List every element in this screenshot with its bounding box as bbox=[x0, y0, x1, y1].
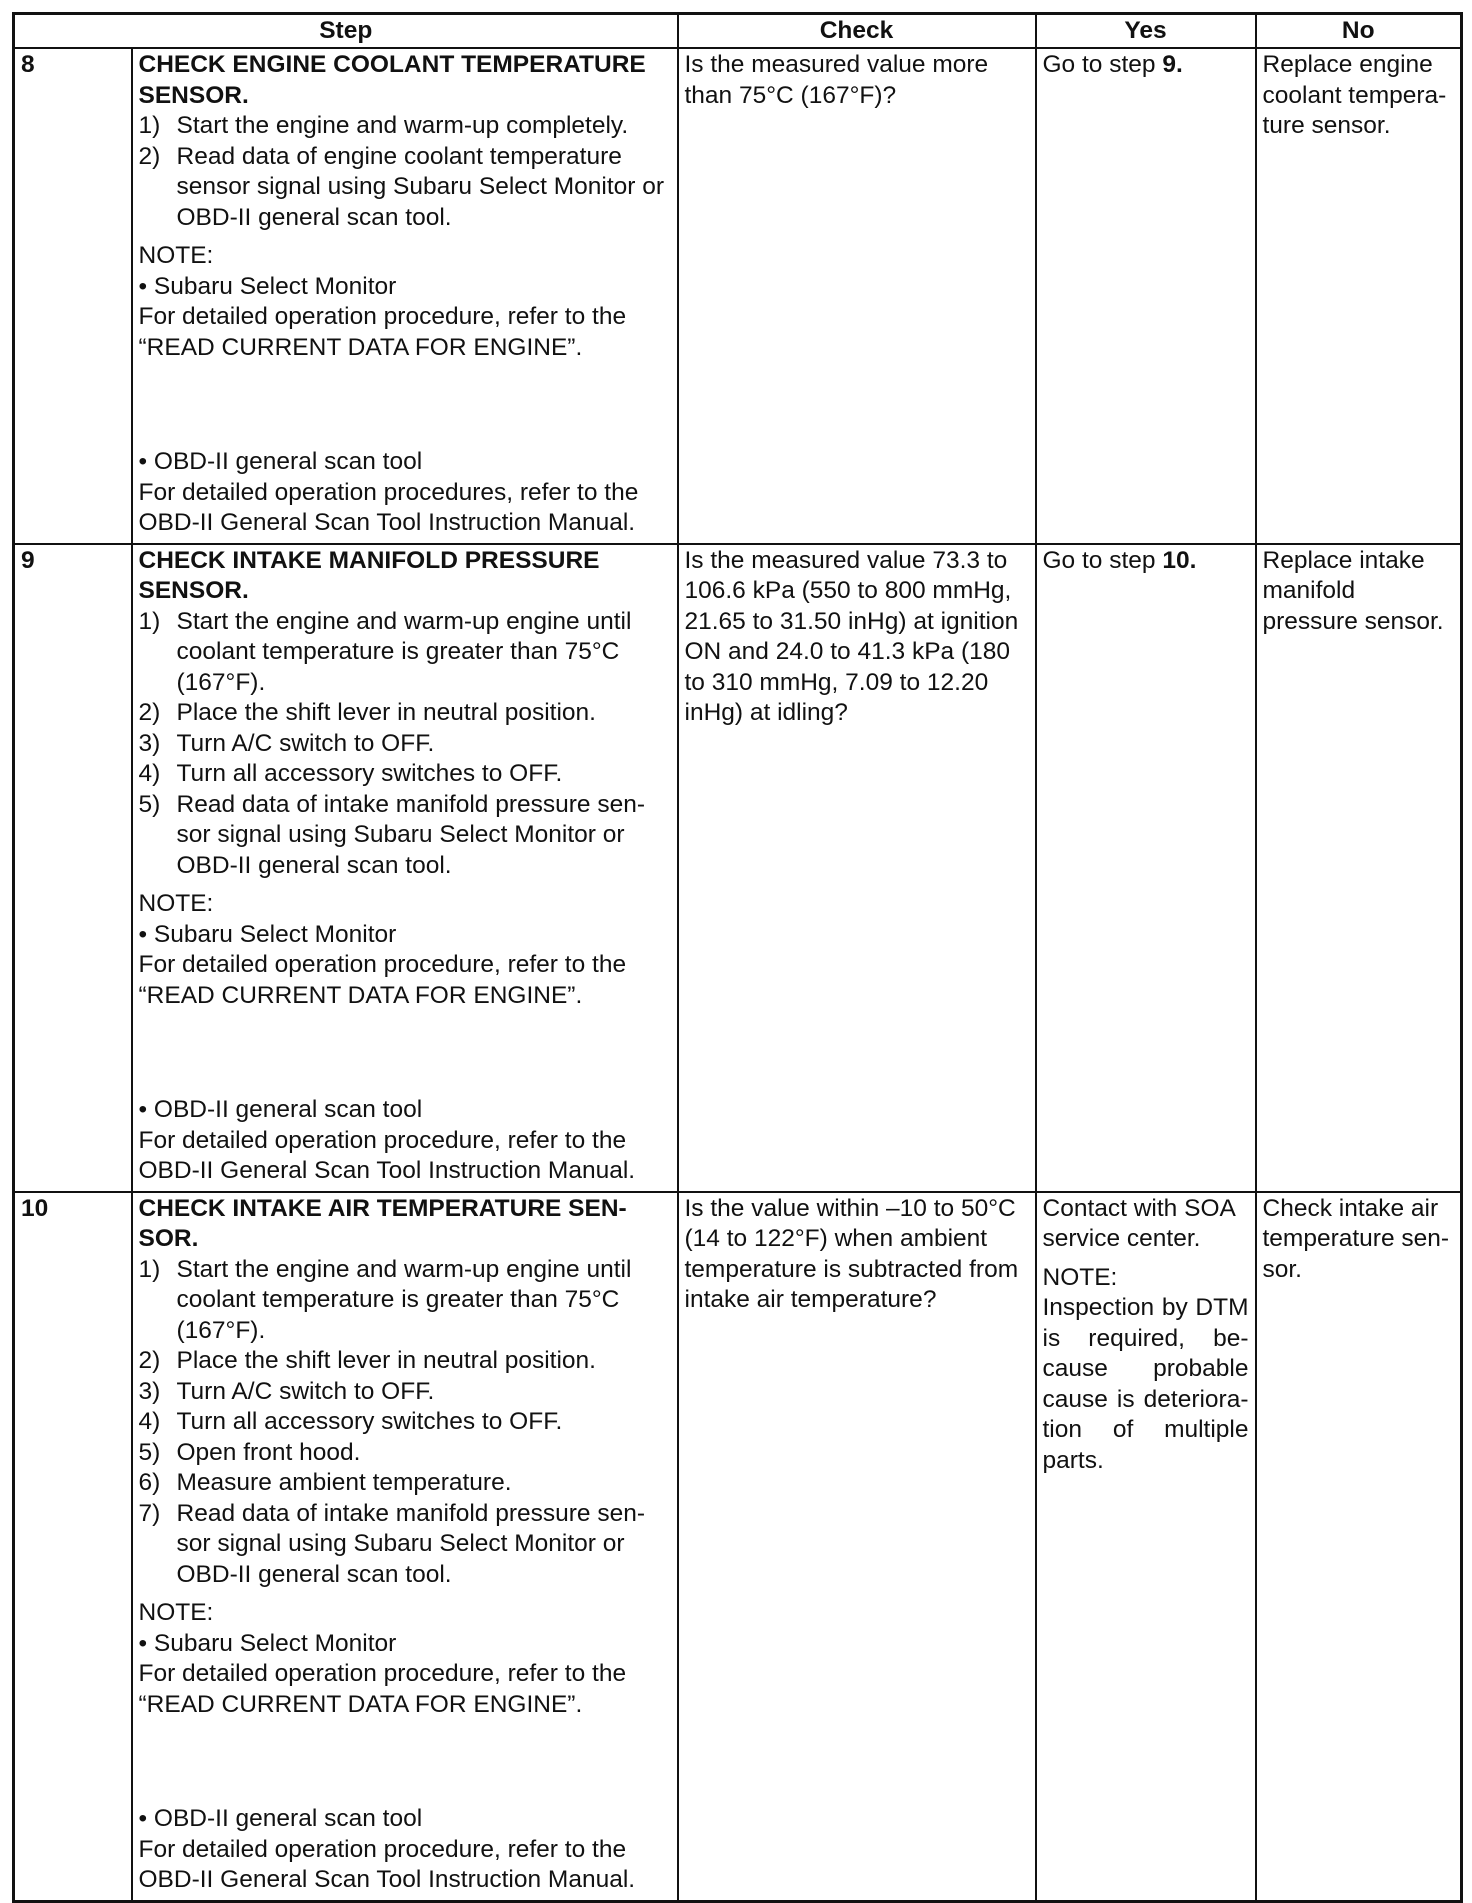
note-ssm-text: For detailed operation procedure, refer to the “READ CURRENT DATA FOR ENGINE”. bbox=[138, 303, 627, 361]
list-item: 3) Turn A/C switch to OFF. bbox=[138, 729, 435, 757]
header-check: Check bbox=[678, 14, 1036, 49]
no-cell: Replace engine coolant tempera-ture sensor. bbox=[1256, 48, 1462, 544]
note-obd-title: • OBD-II general scan tool bbox=[138, 1096, 423, 1123]
table-row bbox=[14, 1192, 1462, 1902]
yes-cell: Go to step 10. bbox=[1036, 544, 1256, 1192]
step-cell bbox=[132, 48, 678, 544]
header-row bbox=[14, 14, 1462, 49]
yes-cell: Go to step 9. bbox=[1036, 48, 1256, 544]
list-item: 3) Turn A/C switch to OFF. bbox=[138, 1377, 435, 1405]
note-ssm-text: For detailed operation procedure, refer to the “READ CURRENT DATA FOR ENGINE”. bbox=[138, 951, 627, 1009]
note-label: NOTE: bbox=[138, 242, 214, 269]
step-number: 10 bbox=[14, 1192, 132, 1902]
step-title: CHECK INTAKE MANIFOLD PRESSURE SENSOR. bbox=[138, 546, 600, 604]
note-obd-text: For detailed operation procedure, refer to the OBD-II General Scan Tool Instruction Manual. bbox=[138, 1126, 636, 1184]
list-item: 1) Start the engine and warm-up engine until coolant temperature is greater than 75°C (167°F). bbox=[138, 607, 632, 696]
no-cell: Replace intake manifold pressure sensor. bbox=[1256, 544, 1462, 1192]
note-obd-title: • OBD-II general scan tool bbox=[138, 1805, 423, 1832]
diagnostic-table bbox=[12, 12, 1463, 1903]
list-item: 4) Turn all accessory switches to OFF. bbox=[138, 1408, 563, 1435]
list-item: 2) Place the shift lever in neutral position. bbox=[138, 1347, 596, 1374]
table-row bbox=[14, 544, 1462, 1192]
note-ssm-text: For detailed operation procedure, refer to the “READ CURRENT DATA FOR ENGINE”. bbox=[138, 1660, 627, 1718]
list-item: 2) Place the shift lever in neutral position. bbox=[138, 699, 596, 726]
note-obd-text: For detailed operation procedures, refer to the OBD-II General Scan Tool Instruction Manual. bbox=[138, 478, 639, 536]
note-label: NOTE: bbox=[138, 1599, 214, 1626]
header-no: No bbox=[1256, 14, 1462, 49]
header-step: Step bbox=[14, 14, 678, 49]
header-yes: Yes bbox=[1036, 14, 1256, 49]
step-cell bbox=[132, 1192, 678, 1902]
list-item: 4) Turn all accessory switches to OFF. bbox=[138, 760, 563, 787]
check-cell: Is the value within –10 to 50°C (14 to 122°F) when ambient temperature is subtracted from intake air temperature? bbox=[678, 1192, 1036, 1902]
check-cell: Is the measured value 73.3 to 106.6 kPa (550 to 800 mmHg, 21.65 to 31.50 inHg) at ignition ON and 24.0 to 41.3 kPa (180 to 310 mmHg, 7.09 to 12.20 inHg) at idling? bbox=[678, 544, 1036, 1192]
list-item: 1) Start the engine and warm-up engine until coolant temperature is greater than 75°C (167°F). bbox=[138, 1255, 632, 1344]
list-item: 5) Read data of intake manifold pressure sen-sor signal using Subaru Select Monitor or OBD-II general scan tool. bbox=[138, 790, 645, 879]
note-block bbox=[139, 889, 671, 1187]
note-ssm-title: • Subaru Select Monitor bbox=[138, 1629, 397, 1657]
substep-list bbox=[139, 111, 671, 233]
substep-list bbox=[139, 607, 671, 882]
note-label: NOTE: bbox=[138, 890, 214, 917]
note-ssm-title: • Subaru Select Monitor bbox=[138, 272, 397, 300]
yes-text: Contact with SOA service center. bbox=[1042, 1194, 1235, 1252]
check-cell: Is the measured value more than 75°C (167°F)? bbox=[678, 48, 1036, 544]
list-item: 6) Measure ambient temperature. bbox=[138, 1469, 512, 1496]
note-obd-text: For detailed operation procedure, refer to the OBD-II General Scan Tool Instruction Manual. bbox=[138, 1835, 636, 1893]
note-block bbox=[139, 1598, 671, 1896]
yes-note-label: NOTE: bbox=[1042, 1263, 1118, 1291]
note-block bbox=[139, 241, 671, 539]
substep-list bbox=[139, 1255, 671, 1591]
step-number: 8 bbox=[14, 48, 132, 544]
list-item: 1) Start the engine and warm-up completely. bbox=[138, 112, 629, 139]
note-ssm-title: • Subaru Select Monitor bbox=[138, 920, 397, 948]
table-row bbox=[14, 48, 1462, 544]
list-item: 5) Open front hood. bbox=[138, 1438, 361, 1466]
step-title: CHECK ENGINE COOLANT TEMPERATURE SENSOR. bbox=[138, 51, 646, 109]
yes-note-text: Inspection by DTM is required, be-cause probable cause is deteriora-tion of multiple parts. bbox=[1042, 1294, 1249, 1474]
no-cell: Check intake air temperature sen-sor. bbox=[1256, 1192, 1462, 1902]
step-number: 9 bbox=[14, 544, 132, 1192]
step-title: CHECK INTAKE AIR TEMPERATURE SEN- SOR. bbox=[138, 1194, 627, 1252]
list-item: 2) Read data of engine coolant temperature sensor signal using Subaru Select Monitor or OBD-II general scan tool. bbox=[138, 142, 665, 231]
yes-cell bbox=[1036, 1192, 1256, 1902]
note-obd-title: • OBD-II general scan tool bbox=[138, 448, 423, 475]
step-cell bbox=[132, 544, 678, 1192]
list-item: 7) Read data of intake manifold pressure sen-sor signal using Subaru Select Monitor or OBD-II general scan tool. bbox=[138, 1499, 645, 1588]
